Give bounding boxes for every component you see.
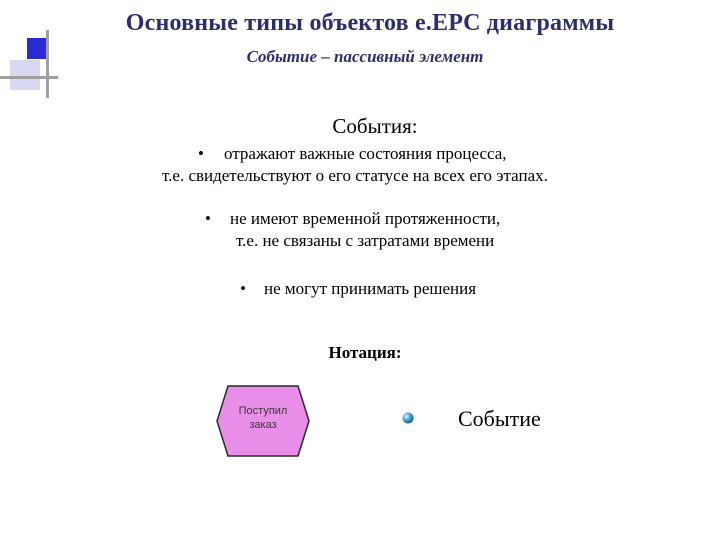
- bullet-item: [205, 208, 605, 252]
- bullet-item: [162, 143, 632, 187]
- corner-decoration: [0, 30, 60, 105]
- bullet-line: отражают важные состояния процесса,: [224, 144, 507, 163]
- bullet-item: [240, 278, 560, 300]
- bullet-marker: •: [240, 279, 246, 298]
- bullet-line: не могут принимать решения: [264, 279, 477, 298]
- epc-event-label: [226, 404, 300, 432]
- bullet-marker: •: [205, 209, 211, 228]
- bullet-marker: •: [198, 144, 204, 163]
- slide-subtitle: Событие – пассивный элемент: [246, 47, 484, 66]
- bullet-line: т.е. свидетельствуют о его статусе на всех его этапах.: [162, 166, 548, 185]
- slide-title: Основные типы объектов e.EPC диаграммы: [125, 10, 615, 36]
- events-heading: События:: [332, 114, 418, 138]
- bullet-line: не имеют временной протяженности,: [230, 209, 501, 228]
- epc-event-label-line: Поступил: [238, 405, 288, 417]
- sphere-bullet-icon: [402, 412, 414, 424]
- epc-event-label-line: заказ: [249, 419, 277, 431]
- notation-heading: Нотация:: [328, 343, 402, 362]
- legend-label: Событие: [458, 406, 541, 431]
- bullet-line: т.е. не связаны с затратами времени: [236, 231, 495, 250]
